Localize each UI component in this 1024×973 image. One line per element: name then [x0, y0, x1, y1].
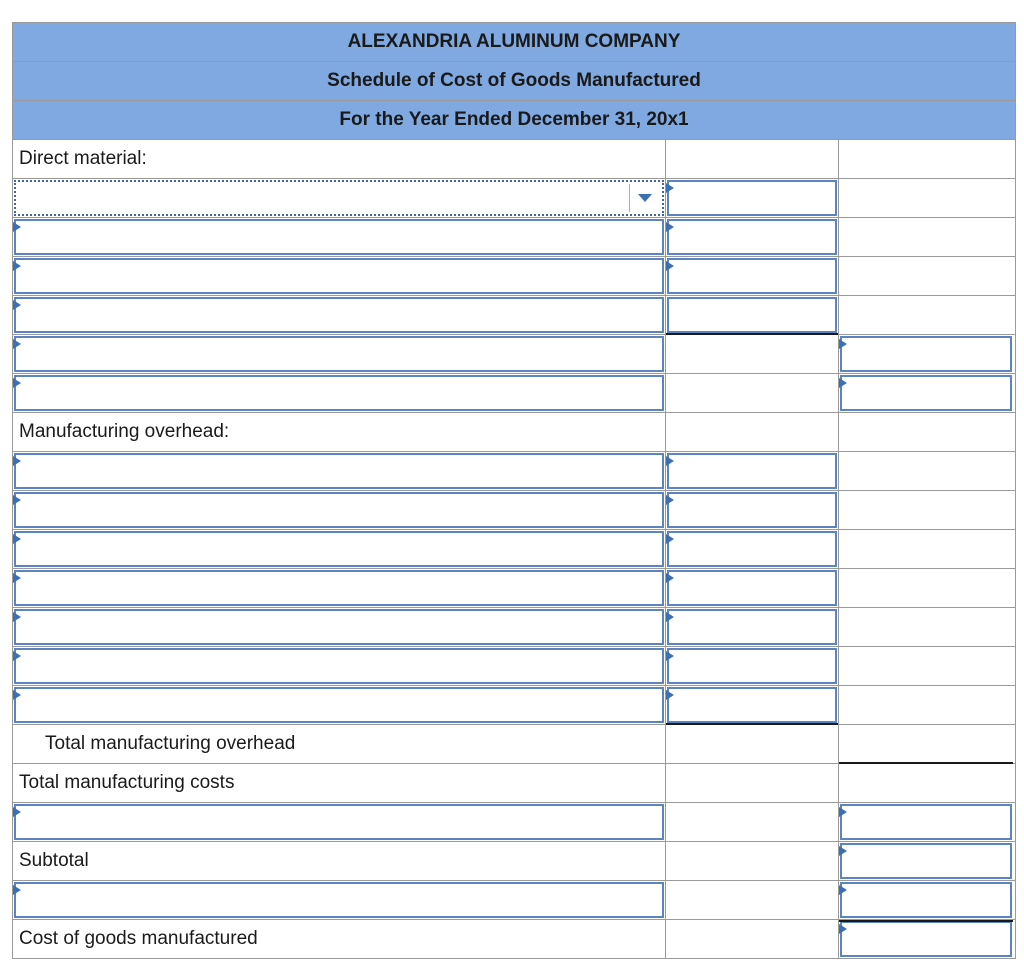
cogm-label: Cost of goods manufactured	[19, 928, 258, 949]
cogm-input[interactable]	[840, 921, 1012, 957]
dm-account-select-4[interactable]	[14, 297, 664, 333]
moh-amount-input-6[interactable]	[667, 648, 837, 684]
input-marker-icon	[13, 339, 21, 349]
row-dm-4	[13, 296, 1015, 335]
dm-amount-input-4[interactable]	[667, 297, 837, 333]
wip-account-select-2[interactable]	[14, 882, 664, 918]
row-wip-beginning	[13, 803, 1015, 842]
row-dm-5	[13, 335, 1015, 374]
dm-total-input-1[interactable]	[840, 336, 1012, 372]
row-direct-material	[13, 140, 1015, 179]
moh-account-select-4[interactable]	[14, 570, 664, 606]
total-manufacturing-costs-label: Total manufacturing costs	[19, 772, 235, 793]
moh-account-select-1[interactable]	[14, 453, 664, 489]
dm-account-select-6[interactable]	[14, 375, 664, 411]
input-marker-icon	[13, 573, 21, 583]
chevron-down-icon	[638, 194, 652, 202]
schedule-title: Schedule of Cost of Goods Manufactured	[13, 62, 1015, 101]
dm-total-input-2[interactable]	[840, 375, 1012, 411]
wip-account-select-1[interactable]	[14, 804, 664, 840]
input-marker-icon	[666, 261, 674, 271]
input-marker-icon	[13, 807, 21, 817]
input-marker-icon	[13, 456, 21, 466]
input-marker-icon	[13, 495, 21, 505]
dm-amount-input-2[interactable]	[667, 219, 837, 255]
row-moh-5	[13, 608, 1015, 647]
moh-amount-input-1[interactable]	[667, 453, 837, 489]
subtotal-input[interactable]	[840, 843, 1012, 879]
row-dm-1	[13, 179, 1015, 218]
row-dm-3	[13, 257, 1015, 296]
dm-account-select-1[interactable]	[14, 180, 664, 216]
input-marker-icon	[666, 183, 674, 193]
input-marker-icon	[839, 885, 847, 895]
input-marker-icon	[13, 612, 21, 622]
input-marker-icon	[839, 339, 847, 349]
input-marker-icon	[666, 573, 674, 583]
moh-account-select-6[interactable]	[14, 648, 664, 684]
total-moh-label: Total manufacturing overhead	[45, 733, 296, 754]
dm-account-select-5[interactable]	[14, 336, 664, 372]
input-marker-icon	[666, 495, 674, 505]
input-marker-icon	[666, 456, 674, 466]
input-marker-icon	[13, 534, 21, 544]
row-cost-of-goods-manufactured	[13, 920, 1015, 959]
input-marker-icon	[13, 651, 21, 661]
direct-material-label: Direct material:	[19, 148, 147, 169]
input-marker-icon	[666, 651, 674, 661]
dropdown-button[interactable]	[629, 184, 660, 212]
dm-amount-input-3[interactable]	[667, 258, 837, 294]
input-marker-icon	[666, 222, 674, 232]
input-marker-icon	[839, 924, 847, 934]
moh-amount-input-5[interactable]	[667, 609, 837, 645]
input-marker-icon	[13, 300, 21, 310]
row-wip-ending	[13, 881, 1015, 920]
row-moh-2	[13, 491, 1015, 530]
moh-account-select-2[interactable]	[14, 492, 664, 528]
input-marker-icon	[13, 885, 21, 895]
wip-amount-input-1[interactable]	[840, 804, 1012, 840]
row-dm-6	[13, 374, 1015, 413]
row-dm-2	[13, 218, 1015, 257]
moh-amount-input-3[interactable]	[667, 531, 837, 567]
moh-account-select-7[interactable]	[14, 687, 664, 723]
row-moh-7	[13, 686, 1015, 725]
input-marker-icon	[839, 846, 847, 856]
subtotal-label: Subtotal	[19, 850, 89, 871]
moh-amount-input-7[interactable]	[667, 687, 837, 723]
wip-amount-input-2[interactable]	[840, 882, 1012, 918]
input-marker-icon	[666, 690, 674, 700]
row-total-manufacturing-costs	[13, 764, 1015, 803]
dm-account-select-3[interactable]	[14, 258, 664, 294]
input-marker-icon	[13, 261, 21, 271]
moh-account-select-3[interactable]	[14, 531, 664, 567]
input-marker-icon	[839, 807, 847, 817]
cost-schedule-table	[12, 22, 1016, 959]
input-marker-icon	[13, 378, 21, 388]
row-moh-4	[13, 569, 1015, 608]
input-marker-icon	[13, 222, 21, 232]
dm-account-select-2[interactable]	[14, 219, 664, 255]
input-marker-icon	[13, 690, 21, 700]
moh-amount-input-2[interactable]	[667, 492, 837, 528]
moh-amount-input-4[interactable]	[667, 570, 837, 606]
input-marker-icon	[666, 534, 674, 544]
input-marker-icon	[839, 378, 847, 388]
period-title: For the Year Ended December 31, 20x1	[13, 101, 1015, 140]
row-moh-1	[13, 452, 1015, 491]
row-moh-3	[13, 530, 1015, 569]
input-marker-icon	[666, 612, 674, 622]
row-subtotal	[13, 842, 1015, 881]
moh-account-select-5[interactable]	[14, 609, 664, 645]
manufacturing-overhead-label: Manufacturing overhead:	[19, 421, 230, 442]
dm-amount-input-1[interactable]	[667, 180, 837, 216]
row-moh-6	[13, 647, 1015, 686]
row-manufacturing-overhead	[13, 413, 1015, 452]
row-total-moh	[13, 725, 1015, 764]
company-name: ALEXANDRIA ALUMINUM COMPANY	[13, 23, 1015, 62]
